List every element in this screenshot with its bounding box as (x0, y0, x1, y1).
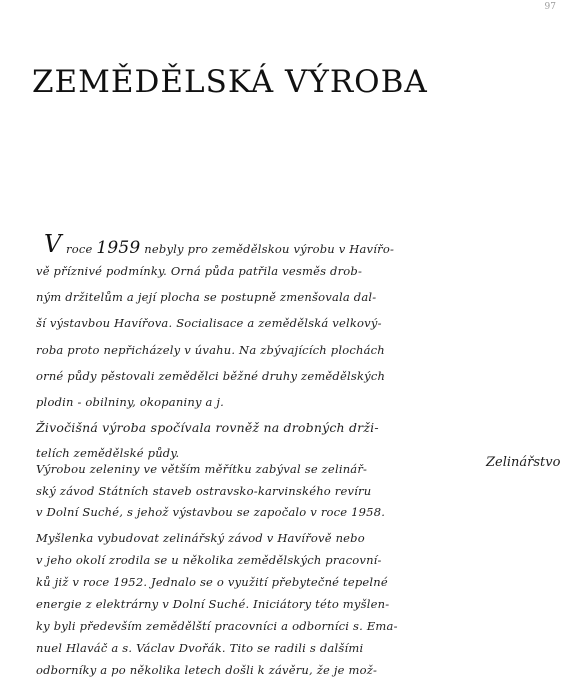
text-line: Výrobou zeleniny ve větším měřítku zabýval se zelinář- (36, 462, 368, 476)
text-line (66, 238, 394, 258)
text-line: ský závod Státních staveb ostravsko-karvinského revíru (36, 484, 372, 498)
text-line: plodin - obilniny, okopaniny a j. (36, 395, 225, 409)
text-line: nuel Hlaváč a s. Václav Dvořák. Tito se radili s dalšími (36, 641, 364, 655)
text-line: orné půdy pěstovali zemědělci běžné druhy zemědělských (36, 369, 386, 383)
text-line: v jeho okolí zrodila se u několika zemědělských pracovní- (36, 553, 382, 567)
initial-letter: V (44, 230, 62, 258)
year-number: 1959 (96, 238, 141, 258)
margin-note: Zelinářstvo (486, 455, 561, 470)
text-line: ky byli především zemědělští pracovníci a odborníci s. Ema- (36, 619, 398, 633)
text-line: telích zemědělské půdy. (36, 446, 180, 460)
page-number: 97 (544, 2, 556, 12)
text-line: energie z elektrárny v Dolní Suché. Iniciátory této myšlen- (36, 597, 390, 611)
text-line: Myšlenka vybudovat zelinářský závod v Havířově nebo (36, 531, 365, 545)
text-line: Živočišná výroba spočívala rovněž na drobných drži- (36, 420, 379, 435)
text-line: roba proto nepřicházely v úvahu. Na zbývajících plochách (36, 343, 385, 357)
text-line: odborníky a po několika letech došli k závěru, že je mož- (36, 663, 378, 677)
text-line: v Dolní Suché, s jehož výstavbou se započalo v roce 1958. (36, 505, 386, 519)
text-line: ků již v roce 1952. Jednalo se o využití přebytečné tepelné (36, 575, 388, 589)
text-line: vě příznivé podmínky. Orná půda patřila vesměs drob- (36, 264, 363, 278)
text-fragment: nebyly pro zemědělskou výrobu v Havířo- (144, 242, 395, 256)
text-line: ným držitelům a její plocha se postupně zmenšovala dal- (36, 290, 377, 304)
text-line: ší výstavbou Havířova. Socialisace a zemědělská velkový- (36, 316, 382, 330)
text-fragment: roce (66, 242, 93, 256)
page-title: ZEMĚDĚLSKÁ VÝROBA (32, 64, 428, 100)
